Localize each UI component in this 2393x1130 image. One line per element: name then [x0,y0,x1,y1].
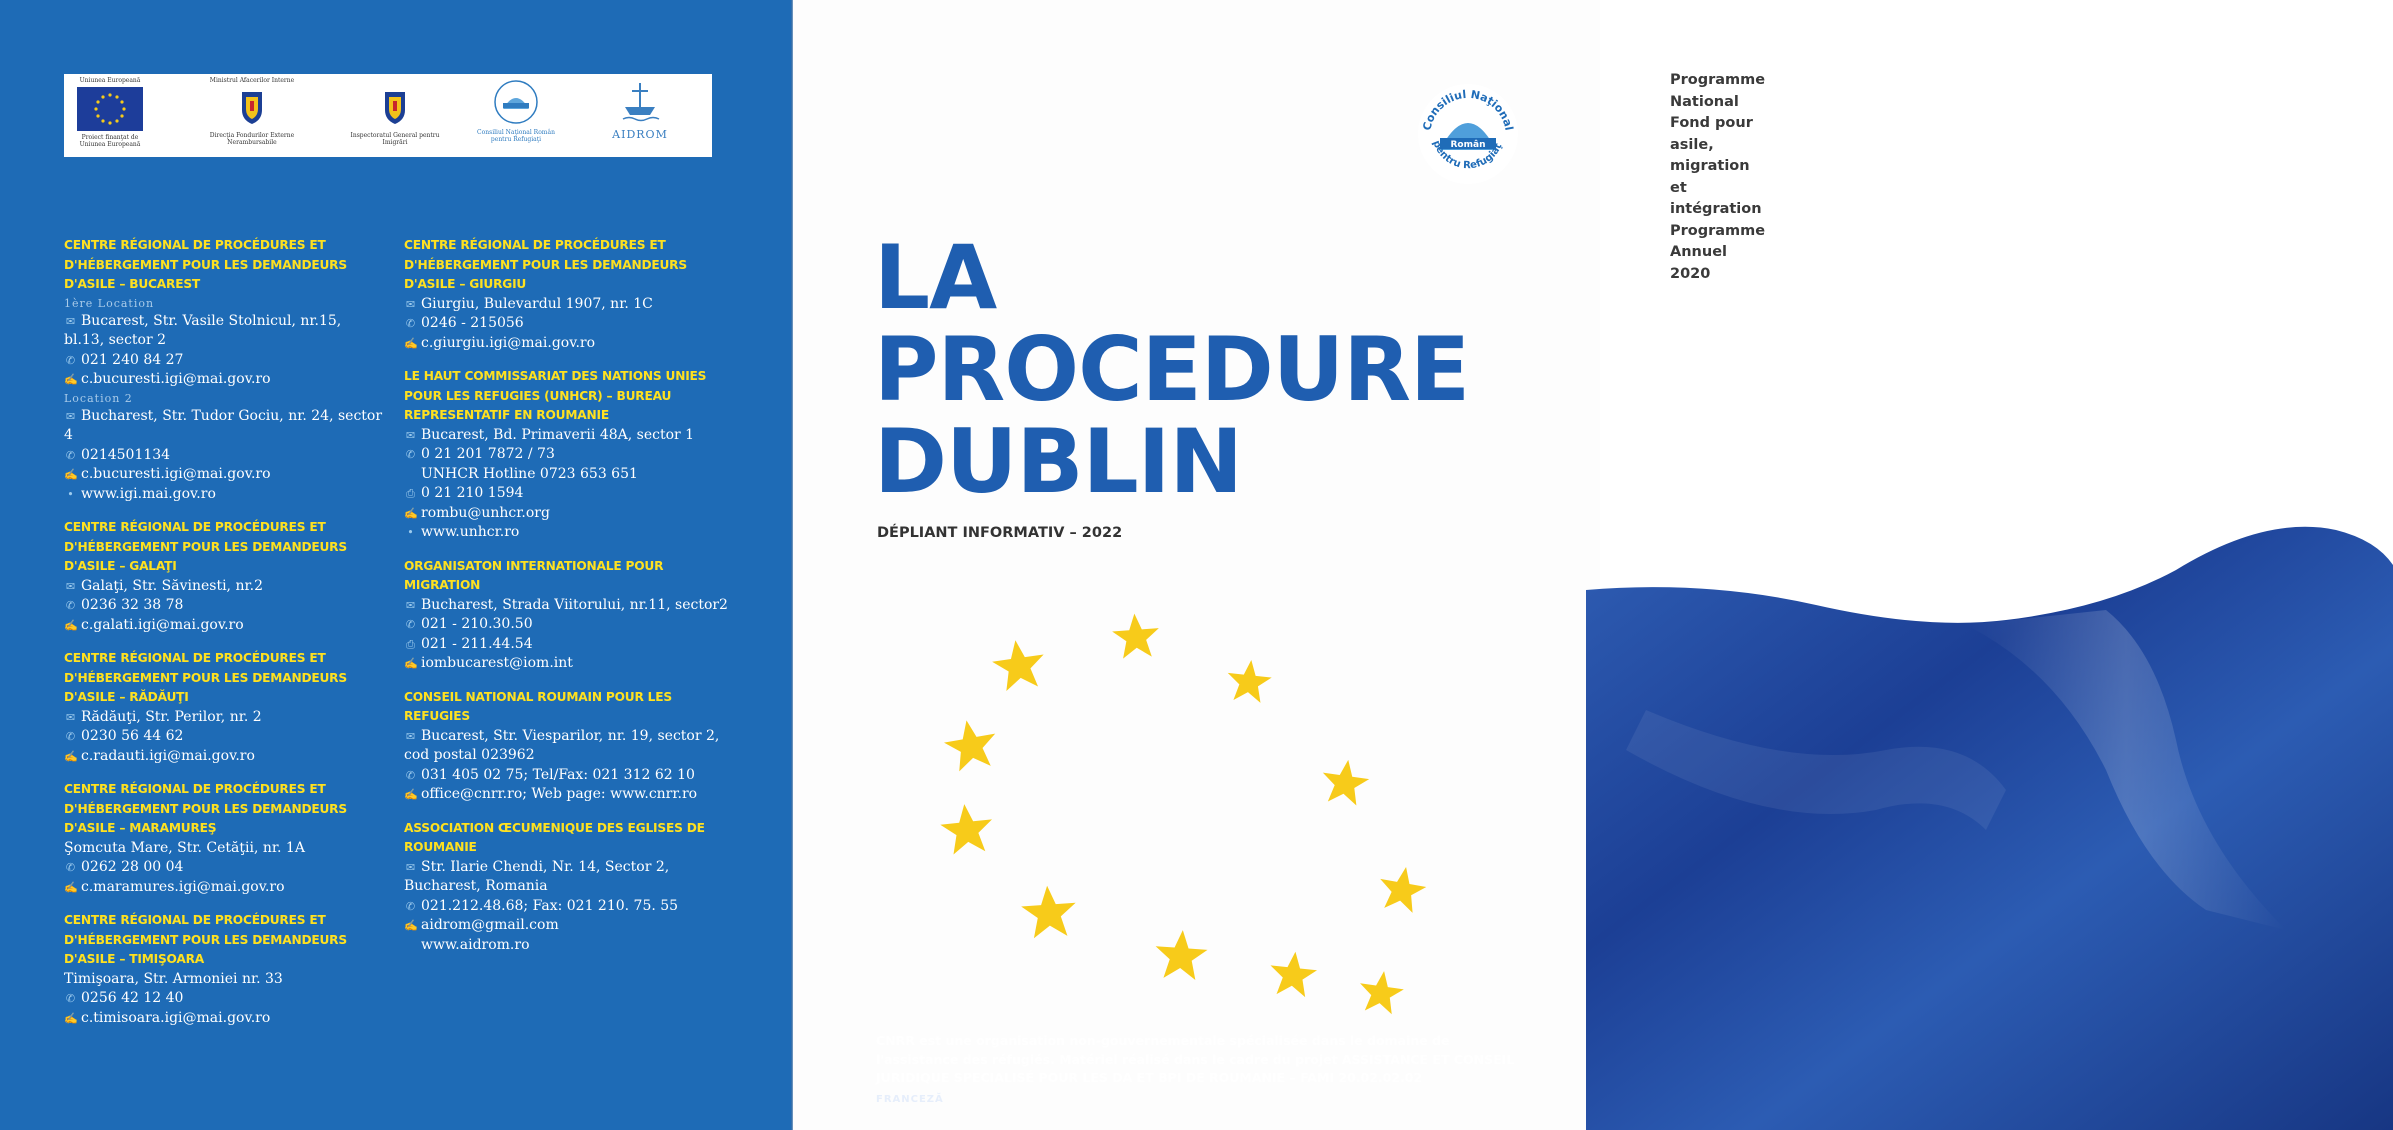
contact-line [404,936,734,956]
contact-line-text: Timişoara, Str. Armoniei nr. 33 [64,970,283,987]
eu-logo-top-text: Uniunea Europeană [79,77,141,84]
star-icon [1375,863,1429,915]
star-icon [1111,612,1161,659]
contact-icon: ✉ [405,297,416,311]
star-icon [1225,658,1273,704]
contact-line-text: iombucarest@iom.int [421,655,573,671]
contact-line-text: 0 21 201 7872 / 73 [421,446,555,462]
contact-line-text: Bucarest, Bd. Primaverii 48A, sector 1 [421,426,695,443]
contact-line [64,989,384,1009]
footer-note [876,1032,1526,1109]
contact-line-text: www.aidrom.ro [421,936,530,953]
aidrom-boat-icon [617,79,663,125]
contact-line-text: 0262 28 00 04 [81,859,184,875]
contact-entry [64,649,384,766]
contact-line [64,370,384,390]
contact-line-text: 0246 - 215056 [421,315,524,331]
contact-line [404,635,734,655]
contact-entry-title: ASSOCIATION ŒCUMENIQUE DES EGLISES DE ROUMANIE [404,820,705,854]
contact-icon: ✉ [405,598,416,612]
contact-line [404,484,734,504]
contact-line [64,839,384,859]
contact-line [64,878,384,898]
contact-line-text: rombu@unhcr.org [421,504,550,521]
ministry-logo-bottom-text: Direcţia Fondurilor Externe Nerambursabile [209,132,295,146]
ministry-logo [202,77,302,154]
contact-icon: ✆ [65,730,76,743]
cnrr-logo-bottom: pentru Refugiaţ [1430,139,1505,172]
contact-entry-title: CENTRE RÉGIONAL DE PROCÉDURES ET D'HÉBERGEMENT POUR LES DEMANDEURS D'ASILE – RĂDĂUŢI [64,651,347,704]
contact-line [64,858,384,878]
cnrr-logo-arc: Consiliul Naţional [1420,87,1516,132]
contact-icon: ✆ [405,899,416,913]
cnrr-small-logo [476,77,556,154]
contact-entry [404,688,734,805]
contact-line [404,785,734,805]
contact-entry [404,557,734,674]
eu-logo [70,77,150,154]
contact-line-text: c.galati.igi@mai.gov.ro [81,616,244,633]
romanian-crest-icon [239,88,265,126]
contact-line [64,708,384,728]
contact-line [404,465,734,485]
contact-entry-title: CENTRE RÉGIONAL DE PROCÉDURES ET D'HÉBERGEMENT POUR LES DEMANDEURS D'ASILE – MARAMUREŞ [64,782,347,835]
sponsor-logo-strip [64,74,712,157]
contact-entry-title: CENTRE RÉGIONAL DE PROCÉDURES ET D'HÉBERGEMENT POUR LES DEMANDEURS D'ASILE – BUCAREST [64,238,347,291]
contact-entry [64,780,384,897]
igi-logo [350,77,440,154]
contact-icon: ✆ [65,599,76,612]
contact-icon: ✍ [404,336,418,350]
program-line-2: Fond pour asile, migration et intégration [1670,115,1762,217]
contact-icon: ✍ [64,880,78,894]
contact-line-text: Rădăuţi, Str. Perilor, nr. 2 [81,708,262,725]
contact-entry [64,236,384,504]
contact-line [64,485,384,505]
contact-entry-title: CONSEIL NATIONAL ROUMAIN POUR LES REFUGIES [404,689,672,723]
contact-line-text: c.maramures.igi@mai.gov.ro [81,878,285,895]
contact-icon: ✉ [65,314,76,328]
program-info [1670,70,1765,285]
contacts-column-right [404,236,734,969]
contact-line [404,727,734,766]
contact-icon: ✍ [64,749,78,763]
contact-line [64,390,384,407]
cnrr-small-logo-text: Consiliul Naţional Român pentru Refugiaţi [477,129,555,143]
contact-line-text: Bucarest, Str. Vasile Stolnicul, nr.15, bl.13, sector 2 [64,312,342,348]
contact-line-text: c.giurgiu.igi@mai.gov.ro [421,334,596,351]
contact-line-text: c.bucuresti.igi@mai.gov.ro [81,371,271,387]
contact-icon: ✉ [65,579,76,593]
contact-line [404,523,734,543]
contact-icon: • [67,487,74,501]
contact-line-text: 0236 32 38 78 [81,597,184,613]
contact-line-text: 021.212.48.68; Fax: 021 210. 75. 55 [421,897,679,914]
star-icon [1268,949,1319,998]
program-line-3: Programme Annuel 2020 [1670,222,1766,282]
footer-text: CNRR est une organisation non-gouvernementale spécialisée dans le domaine de l'assistance des réfugiés. Matériel réalisé dans le cadre du projet ASSISTANCE ET CONSEIL JURIDIQUE SPECIALISÉ POUR LES DA ET BPI DE ROUMANIE – FAMI 20.02.02.02 [876,1033,1515,1085]
contact-line [64,616,384,636]
right-panel [793,0,1766,1130]
star-icon [1356,968,1406,1015]
contact-icon: ✍ [64,373,78,386]
contact-entry [404,236,734,353]
contact-icon: ✍ [404,506,418,520]
star-icon [1153,928,1208,981]
cnrr-logo-band: Român [1450,140,1486,150]
star-icon [1319,757,1371,807]
contact-line-text: 0256 42 12 40 [81,990,184,1006]
contact-line-text: 021 - 211.44.54 [421,635,533,652]
contact-line [64,312,384,351]
contact-line [64,596,384,616]
contact-icon: ✆ [405,768,416,782]
contact-icon: ✉ [65,409,76,423]
contact-icon: ✍ [64,468,78,481]
contact-line-text: 021 240 84 27 [81,351,184,368]
contact-icon: • [407,526,414,539]
title-line-1: LA [874,226,997,329]
contact-icon: ✆ [405,618,416,631]
contact-line [404,615,734,635]
contact-line-text: Galaţi, Str. Săvinesti, nr.2 [81,577,263,594]
contact-line [64,970,384,990]
contact-line [404,426,734,446]
ministry-logo-top-text: Ministrul Afacerilor Interne [209,77,295,84]
contact-entry [64,518,384,635]
contact-line [404,766,734,786]
contact-icon: ⎙ [406,637,415,651]
contact-line-text: aidrom@gmail.com [421,917,559,933]
contact-line [64,727,384,747]
cnrr-round-icon [493,79,539,125]
contact-entry [404,367,734,543]
page-title [874,226,1470,513]
contact-line [404,504,734,524]
contact-line-text: 031 405 02 75; Tel/Fax: 021 312 62 10 [421,766,695,783]
contact-line [404,314,734,334]
contact-line-text: 0214501134 [81,446,171,463]
contact-icon: ✉ [405,428,416,442]
contact-line [404,654,734,674]
contact-icon: ✉ [405,729,416,743]
contact-line [64,1009,384,1029]
aidrom-logo [600,77,680,154]
star-icon [938,801,995,855]
program-line-1: Programme National [1670,72,1766,110]
contact-line [64,577,384,597]
contact-line-text: Bucarest, Str. Viesparilor, nr. 19, sector 2, cod postal 023962 [404,727,720,763]
contact-entry-title: ORGANISATON INTERNATIONALE POUR MIGRATION [404,558,664,592]
contact-icon: ✉ [65,710,76,724]
contacts-column-left [64,236,384,1042]
contact-line-text: 0230 56 44 62 [81,728,184,744]
language-label: FRANCEZĂ [876,1093,944,1105]
contact-line-text: www.igi.mai.gov.ro [81,485,216,502]
contact-line [64,295,384,312]
contact-icon: ✉ [405,860,416,874]
contact-icon: ✍ [404,919,418,932]
contact-entry-title: CENTRE RÉGIONAL DE PROCÉDURES ET D'HÉBERGEMENT POUR LES DEMANDEURS D'ASILE – TIMIŞOARA [64,913,347,966]
igi-logo-bottom-text: Inspectoratul General pentru Imigrări [350,132,440,146]
contact-icon: ⎙ [406,487,415,500]
title-line-2: PROCEDURE [874,318,1470,421]
contact-entry-title: CENTRE RÉGIONAL DE PROCÉDURES ET D'HÉBERGEMENT POUR LES DEMANDEURS D'ASILE – GIURGIU [404,238,687,291]
contact-icon: ✆ [65,992,76,1005]
contact-line [64,747,384,767]
aidrom-logo-text: AIDROM [612,128,668,141]
contact-line [404,445,734,465]
contact-line-text: UNHCR Hotline 0723 653 651 [421,465,638,482]
contact-line [404,858,734,897]
contact-icon: ✍ [64,618,78,632]
contact-line-text: www.unhcr.ro [421,524,520,540]
contact-icon: ✆ [65,353,76,367]
contact-line-text: Giurgiu, Bulevardul 1907, nr. 1C [421,295,653,312]
star-icon [1020,884,1078,939]
contact-line [64,407,384,446]
contact-icon: ✆ [405,448,416,461]
contact-line [404,897,734,917]
contact-line-text: Str. Ilarie Chendi, Nr. 14, Sector 2, Bucharest, Romania [404,858,670,894]
subtitle: DÉPLIANT INFORMATIV – 2022 [877,525,1123,541]
contact-line-text: 021 - 210.30.50 [421,616,533,632]
contact-icon: ✍ [64,1011,78,1025]
star-icon [990,637,1048,693]
contact-icon: ✆ [65,448,76,462]
contact-icon: ✍ [404,788,418,801]
contact-icon: ✆ [405,317,416,330]
igi-crest-icon [382,88,408,126]
contact-line [404,334,734,354]
contact-line [64,465,384,485]
contact-entry-title: CENTRE RÉGIONAL DE PROCÉDURES ET D'HÉBERGEMENT POUR LES DEMANDEURS D'ASILE – GALAŢI [64,520,347,573]
eu-logo-bottom-text: Proiect finanţat de Uniunea Europeană [79,134,141,148]
contact-line-text: c.bucuresti.igi@mai.gov.ro [81,466,271,482]
title-line-3: DUBLIN [874,410,1243,513]
contact-line-text: Şomcuta Mare, Str. Cetăţii, nr. 1A [64,839,305,856]
contact-line-text: Bucharest, Str. Tudor Gociu, nr. 24, sector 4 [64,407,383,443]
contact-line-text: Location 2 [64,391,133,405]
contact-line [404,916,734,936]
contact-line-text: c.radauti.igi@mai.gov.ro [81,747,255,764]
contact-line-text: Bucharest, Strada Viitorului, nr.11, sector2 [421,596,728,613]
contact-line-text: 0 21 210 1594 [421,485,524,501]
contact-line-text: c.timisoara.igi@mai.gov.ro [81,1009,271,1026]
contact-line-text: 1ère Location [64,296,155,310]
contact-line [64,446,384,466]
cnrr-logo [1416,82,1520,186]
eu-flag-icon [77,87,143,131]
contact-icon: ✆ [65,861,76,874]
left-panel [0,0,793,1130]
contact-entry-title: LE HAUT COMMISSARIAT DES NATIONS UNIES POUR LES REFUGIES (UNHCR) – BUREAU REPRESENTATIF EN ROUMANIE [404,369,707,422]
contact-entry [404,819,734,956]
contact-line [64,351,384,371]
star-icon [941,716,1001,773]
contact-icon: ✍ [404,657,418,670]
contact-line [404,596,734,616]
contact-line-text: office@cnrr.ro; Web page: www.cnrr.ro [421,786,698,802]
contact-entry [64,911,384,1028]
eu-flag-image [1586,510,2393,1130]
contact-line [404,295,734,315]
